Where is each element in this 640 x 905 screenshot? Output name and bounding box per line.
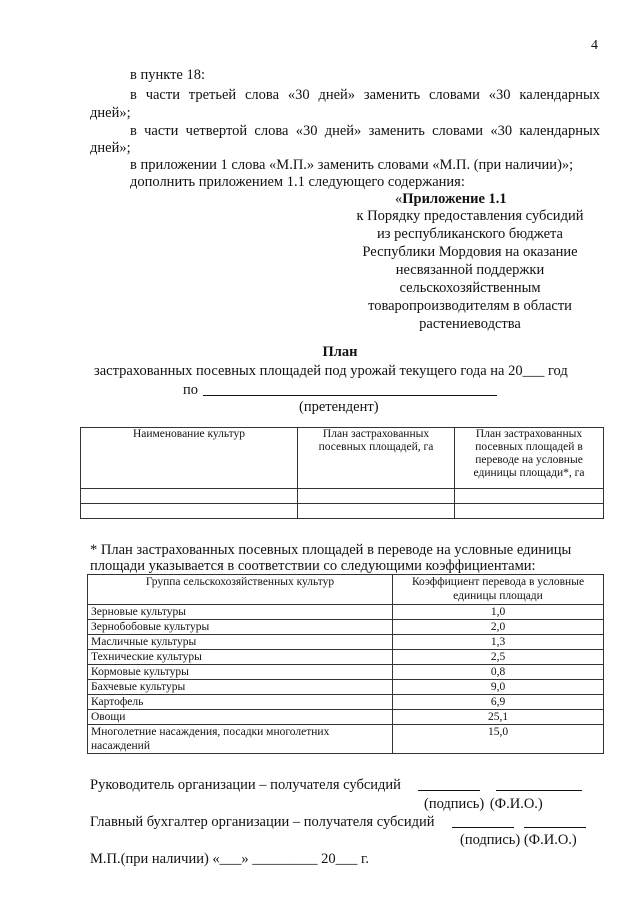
table-row — [88, 695, 604, 710]
table-row — [81, 489, 604, 504]
table-cell — [455, 489, 604, 504]
appendix-line: из республиканского бюджета — [377, 226, 563, 242]
page-number: 4 — [591, 38, 598, 53]
amend-line-4: в приложении 1 слова «М.П.» заменить словами «М.П. (при наличии)»; — [130, 157, 574, 173]
coef-name: Кормовые культуры — [88, 665, 393, 680]
appendix-title — [395, 190, 507, 208]
table-row — [81, 504, 604, 519]
amend-line-3b: дней»; — [90, 140, 131, 156]
table-row — [88, 680, 604, 695]
coef-value: 0,8 — [393, 665, 604, 680]
coef-name: Зерновые культуры — [88, 605, 393, 620]
table-row — [88, 650, 604, 665]
coef-value: 2,0 — [393, 620, 604, 635]
table-row — [88, 635, 604, 650]
coef-name: Масличные культуры — [88, 635, 393, 650]
coef-name: Зернобобовые культуры — [88, 620, 393, 635]
table-cell — [298, 504, 455, 519]
plan-table-header-units: План застрахованных посевных площадей в переводе на условные единицы площади*, га — [455, 428, 604, 489]
pretendent-line — [203, 395, 497, 396]
footnote-line-1: * План застрахованных посевных площадей в переводе на условные единицы — [90, 542, 572, 558]
coef-value: 1,3 — [393, 635, 604, 650]
plan-po: по — [183, 382, 199, 398]
table-row — [88, 710, 604, 725]
table-cell — [455, 504, 604, 519]
coef-name: Бахчевые культуры — [88, 680, 393, 695]
table-row — [88, 620, 604, 635]
coef-header-value: Коэффициент перевода в условные единицы площади — [393, 575, 604, 605]
coef-value: 6,9 — [393, 695, 604, 710]
appendix-line: к Порядку предоставления субсидий — [356, 208, 584, 224]
coef-name: Технические культуры — [88, 650, 393, 665]
signature-accountant: Главный бухгалтер организации – получателя субсидий — [90, 814, 435, 830]
coef-value: 2,5 — [393, 650, 604, 665]
amend-line-1: в пункте 18: — [130, 67, 206, 83]
coef-value: 1,0 — [393, 605, 604, 620]
appendix-title-text: Приложение 1.1 — [402, 191, 507, 207]
pretendent-label: (претендент) — [299, 399, 379, 415]
appendix-line: сельскохозяйственным — [399, 280, 541, 296]
signature-head: Руководитель организации – получателя субсидий — [90, 777, 401, 793]
name-line — [496, 790, 582, 791]
signature-head-labels: (подпись) (Ф.И.О.) — [424, 796, 543, 812]
appendix-line: Республики Мордовия на оказание — [362, 244, 578, 260]
amend-line-3a: в части четвертой слова «30 дней» заменить словами «30 календарных — [130, 123, 600, 139]
signature-line — [452, 827, 514, 828]
appendix-quote: « — [395, 191, 403, 207]
coef-value: 9,0 — [393, 680, 604, 695]
coef-header-group: Группа сельскохозяйственных культур — [88, 575, 393, 605]
appendix-line: несвязанной поддержки — [395, 262, 545, 278]
plan-table-header-crops: Наименование культур — [81, 428, 298, 489]
amend-line-2b: дней»; — [90, 105, 131, 121]
coefficients-table — [87, 574, 604, 754]
name-line — [524, 827, 586, 828]
appendix-line: товаропроизводителям в области — [368, 298, 572, 314]
plan-table — [80, 427, 604, 519]
appendix-line: растениеводства — [419, 316, 521, 332]
plan-title: План — [322, 344, 358, 360]
plan-subtitle: застрахованных посевных площадей под урожай текущего года на 20___ год — [94, 363, 568, 379]
coef-name: Овощи — [88, 710, 393, 725]
signature-line — [418, 790, 480, 791]
stamp-date-line: М.П.(при наличии) «___» _________ 20___ г. — [90, 851, 369, 867]
coef-name: Картофель — [88, 695, 393, 710]
footnote-line-2: площади указывается в соответствии со следующими коэффициентами: — [90, 558, 536, 574]
coef-name: Многолетние насаждения, посадки многолетних насаждений — [88, 725, 393, 754]
table-row — [88, 725, 604, 754]
table-cell — [81, 489, 298, 504]
table-cell — [81, 504, 298, 519]
signature-accountant-labels: (подпись) (Ф.И.О.) — [460, 832, 577, 848]
table-row — [88, 605, 604, 620]
plan-table-header-area: План застрахованных посевных площадей, га — [298, 428, 455, 489]
amend-line-2a: в части третьей слова «30 дней» заменить словами «30 календарных — [130, 87, 600, 103]
appendix-lines — [335, 207, 605, 333]
coef-value: 25,1 — [393, 710, 604, 725]
amend-line-5: дополнить приложением 1.1 следующего содержания: — [130, 174, 465, 190]
table-row — [88, 665, 604, 680]
coef-value: 15,0 — [393, 725, 604, 754]
table-cell — [298, 489, 455, 504]
